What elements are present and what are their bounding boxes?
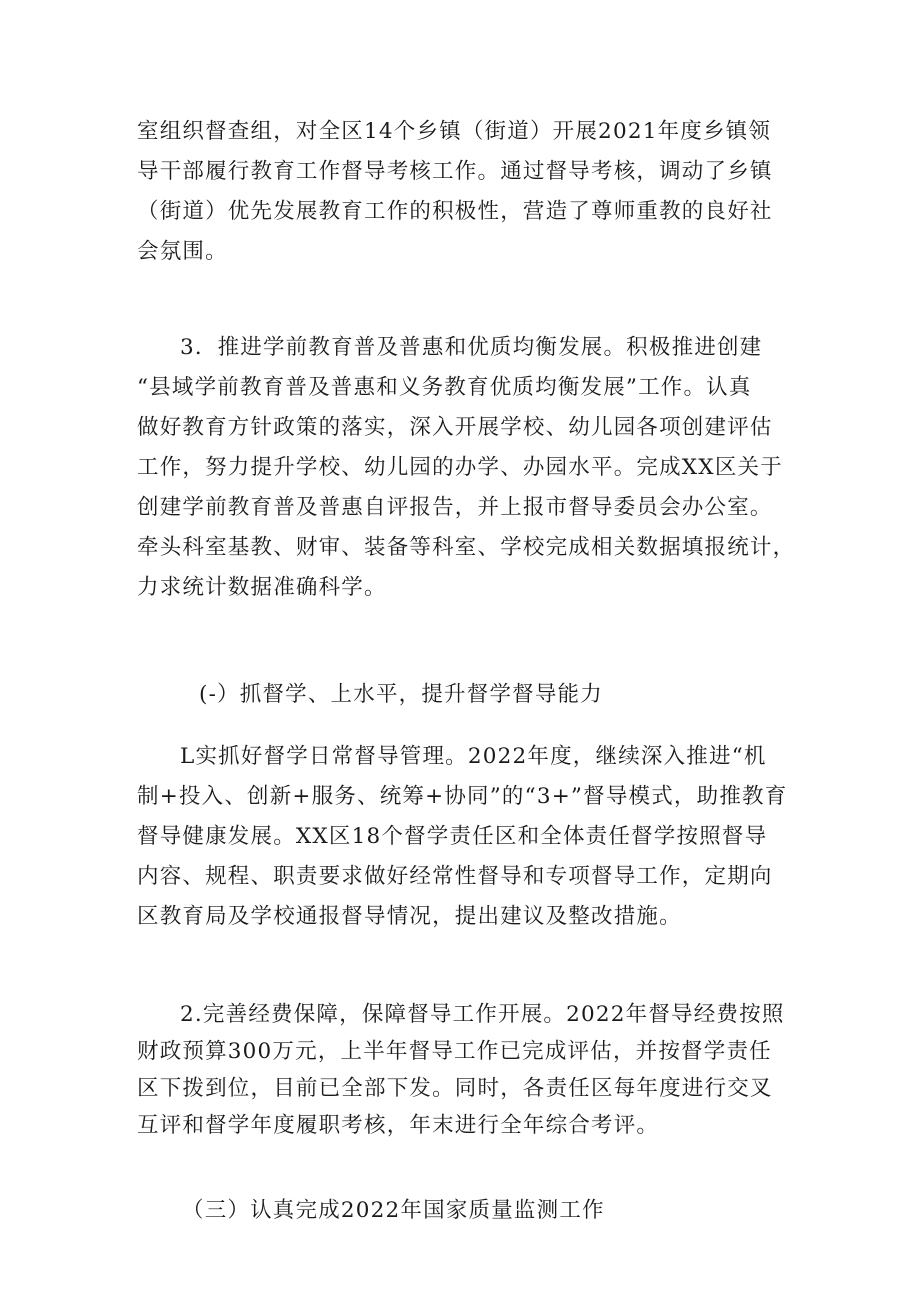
text-line: 内容、规程、职责要求做好经常性督导和专项督导工作，定期向 (137, 864, 773, 889)
text-line: 财政预算300万元，上半年督导工作已完成评估，并按督学责任 (137, 1039, 772, 1064)
section-heading-supervision-capacity: (-）抓督学、上水平，提升督学督导能力 (199, 682, 603, 707)
paragraph-daily-supervision (137, 737, 797, 937)
text-line: 2.完善经费保障，保障督导工作开展。2022年督导经费按照 (180, 1002, 785, 1027)
text-line: 做好教育方针政策的落实，深入开展学校、幼儿园各项创建评估 (137, 415, 773, 440)
text-line: 室组织督查组，对全区14个乡镇（街道）开展2021年度乡镇领 (137, 119, 772, 144)
text-line: 牵头科室基教、财审、装备等科室、学校完成相关数据填报统计， (137, 535, 796, 560)
text-line: 会氛围。 (137, 239, 228, 264)
text-line: 工作，努力提升学校、幼儿园的办学、办园水平。完成XX区关于 (137, 455, 783, 480)
text-line: 互评和督学年度履职考核，年末进行全年综合考评。 (137, 1113, 660, 1138)
text-line: 制+投入、创新+服务、统筹+协同”的“3+”督导模式，助推教育 (137, 784, 788, 809)
paragraph-preschool-education (137, 328, 797, 608)
text-line: 区下拨到位，目前已全部下发。同时，各责任区每年度进行交叉 (137, 1076, 773, 1101)
text-line: 督导健康发展。XX区18个督学责任区和全体责任督学按照督导 (137, 824, 768, 849)
text-line: 区教育局及学校通报督导情况，提出建议及整改措施。 (137, 904, 682, 929)
text-line: （街道）优先发展教育工作的积极性，营造了尊师重教的良好社 (137, 199, 773, 224)
paragraph-township-supervision (137, 112, 797, 272)
text-line: “县域学前教育普及普惠和义务教育优质均衡发展”工作。认真 (137, 375, 752, 400)
section-heading-quality-monitoring: （三）认真完成2022年国家质量监测工作 (182, 1198, 605, 1223)
text-line: 导干部履行教育工作督导考核工作。通过督导考核，调动了乡镇 (137, 159, 773, 184)
text-line: 力求统计数据准确科学。 (137, 575, 387, 600)
paragraph-funding-guarantee (137, 996, 797, 1144)
text-line: 创建学前教育普及普惠自评报告，并上报市督导委员会办公室。 (137, 495, 773, 520)
text-line: 3．推进学前教育普及普惠和优质均衡发展。积极推进创建 (180, 335, 763, 360)
text-line: L实抓好督学日常督导管理。2022年度，继续深入推进“机 (180, 744, 767, 769)
